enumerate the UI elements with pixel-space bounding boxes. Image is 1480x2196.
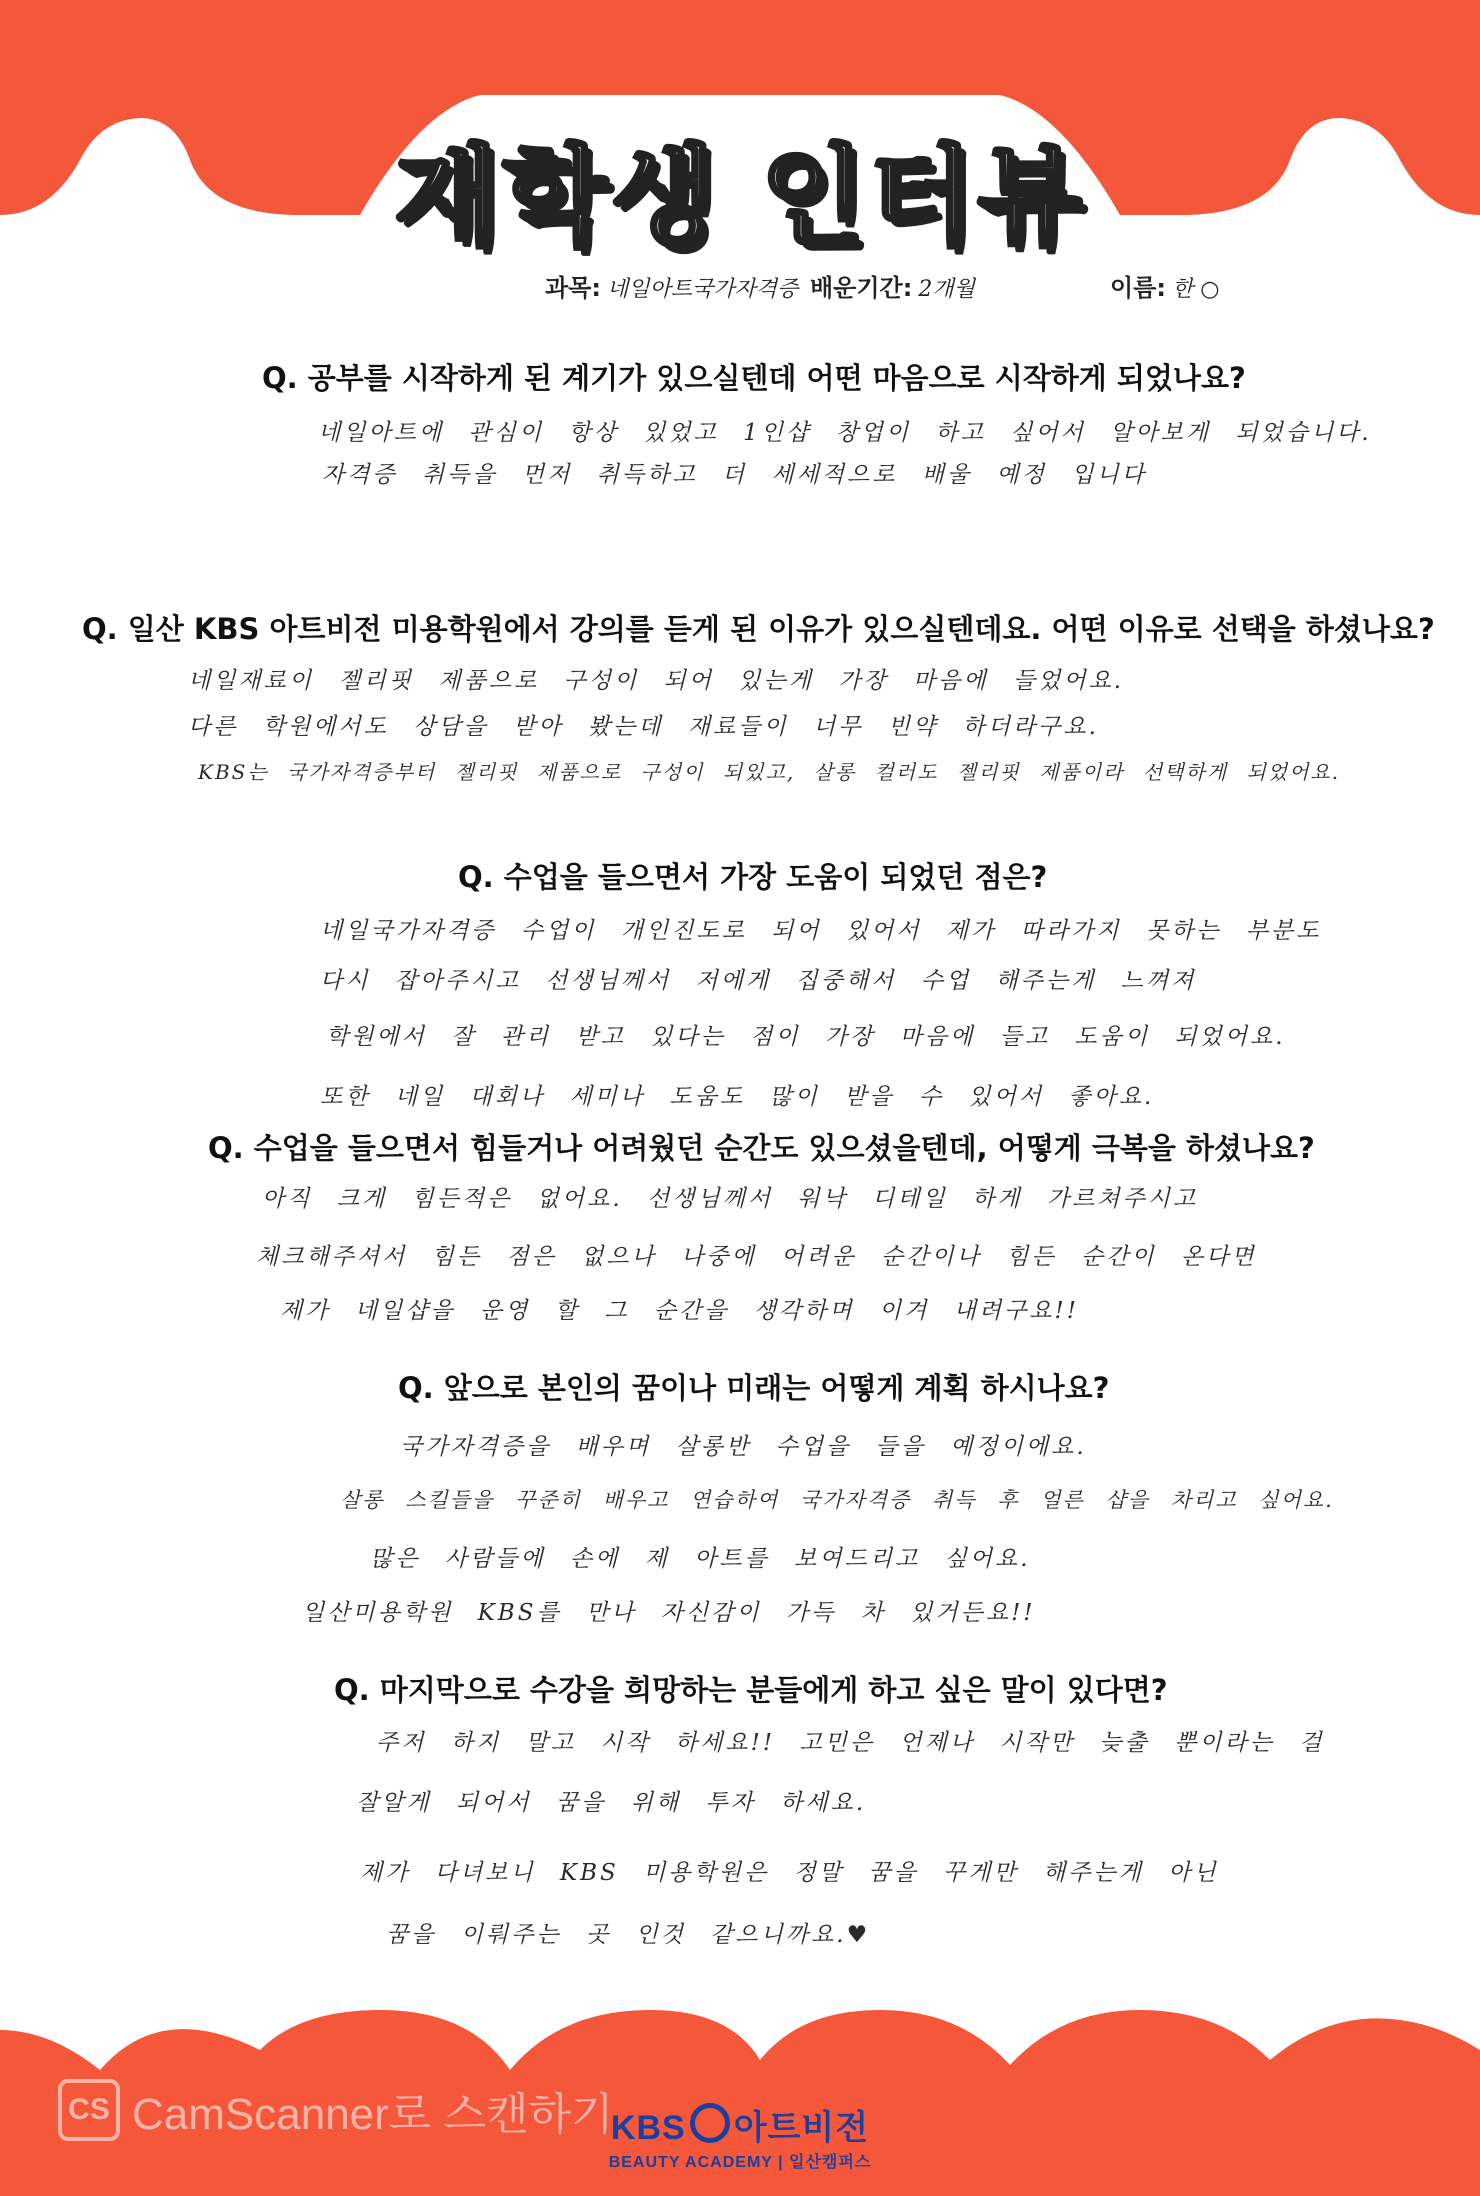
answer-3-line-2: 다시 잡아주시고 선생님께서 저에게 집중해서 수업 해주는게 느껴져 [320, 968, 1197, 994]
period-label: 배운기간: [810, 274, 913, 302]
question-4: Q. 수업을 들으면서 힘들거나 어려웠던 순간도 있으셨을텐데, 어떻게 극복을 하셨나요? [208, 1131, 1315, 1165]
answer-2-line-1: 네일재료이 젤리핏 제품으로 구성이 되어 있는게 가장 마음에 들었어요. [188, 668, 1125, 694]
answer-4-line-3: 제가 네일샵을 운영 할 그 순간을 생각하며 이겨 내려구요!! [280, 1298, 1079, 1324]
question-6: Q. 마지막으로 수강을 희망하는 분들에게 하고 싶은 말이 있다면? [334, 1673, 1168, 1707]
answer-4-line-2: 체크해주셔서 힘든 점은 없으나 나중에 어려운 순간이나 힘든 순간이 온다면 [256, 1244, 1257, 1270]
logo-kbs: KBS [610, 2109, 686, 2147]
answer-5-line-2: 살롱 스킬들을 꾸준히 배우고 연습하여 국가자격증 취득 후 얼른 샵을 차리고 싶어요. [340, 1488, 1334, 1512]
page-title: 재학생 인터뷰 [394, 135, 1086, 260]
camscanner-text: CamScanner로 스캔하기 [132, 2090, 614, 2139]
question-2: Q. 일산 KBS 아트비전 미용학원에서 강의를 듣게 된 이유가 있으실텐데요. 어떤 이유로 선택을 하셨나요? [82, 612, 1435, 646]
name-field [1110, 268, 1219, 303]
answer-5-line-4: 일산미용학원 KBS를 만나 자신감이 가득 차 있거든요!! [302, 1600, 1036, 1626]
answer-1-line-2: 자격증 취득을 먼저 취득하고 더 세세적으로 배울 예정 입니다 [322, 462, 1147, 488]
answer-4-line-1: 아직 크게 힘든적은 없어요. 선생님께서 워낙 디테일 하게 가르쳐주시고 [262, 1186, 1199, 1212]
answer-3-line-3: 학원에서 잘 관리 받고 있다는 점이 가장 마음에 들고 도움이 되었어요. [326, 1024, 1286, 1050]
answer-6-line-2: 잘알게 되어서 꿈을 위해 투자 하세요. [356, 1790, 867, 1816]
answer-3-line-4: 또한 네일 대회나 세미나 도움도 많이 받을 수 있어서 좋아요. [320, 1084, 1155, 1110]
academy-logo [0, 2100, 1480, 2172]
answer-3-line-1: 네일국가자격증 수업이 개인진도로 되어 있어서 제가 따라가지 못하는 부분도 [320, 918, 1322, 944]
subject-field [545, 268, 798, 303]
period-field [810, 268, 975, 303]
subject-value: 네일아트국가자격증 [606, 277, 799, 302]
question-1: Q. 공부를 시작하게 된 계기가 있으실텐데 어떤 마음으로 시작하게 되었나요? [262, 361, 1246, 395]
period-value: 2개월 [918, 277, 975, 302]
answer-6-line-3: 제가 다녀보니 KBS 미용학원은 정말 꿈을 꾸게만 해주는게 아닌 [360, 1860, 1219, 1886]
question-3: Q. 수업을 들으면서 가장 도움이 되었던 점은? [458, 860, 1048, 894]
answer-6-line-4: 꿈을 이뤄주는 곳 인것 같으니까요.♥ [386, 1922, 871, 1948]
name-value: 한 ○ [1171, 277, 1220, 302]
answer-5-line-3: 많은 사람들에 손에 제 아트를 보여드리고 싶어요. [370, 1546, 1031, 1572]
name-label: 이름: [1110, 274, 1166, 302]
question-5: Q. 앞으로 본인의 꿈이나 미래는 어떻게 계획 하시나요? [398, 1371, 1110, 1405]
logo-artvision: 아트비전 [733, 2109, 870, 2147]
answer-2-line-2: 다른 학원에서도 상담을 받아 봤는데 재료들이 너무 빈약 하더라구요. [188, 714, 1099, 740]
subject-label: 과목: [545, 274, 601, 302]
answer-2-line-3: KBS는 국가자격증부터 젤리핏 제품으로 구성이 되있고, 살롱 컬러도 젤리핏 제품이라 선택하게 되었어요. [198, 760, 1341, 784]
camscanner-icon: CS [58, 2079, 120, 2141]
answer-1-line-1: 네일아트에 관심이 항상 있었고 1인샵 창업이 하고 싶어서 알아보게 되었습니다. [318, 420, 1372, 446]
logo-subtitle: BEAUTY ACADEMY | 일산캠퍼스 [608, 2154, 872, 2171]
answer-5-line-1: 국가자격증을 배우며 살롱반 수업을 들을 예정이에요. [400, 1434, 1087, 1460]
logo-swirl-icon [690, 2103, 730, 2143]
answer-6-line-1: 주저 하지 말고 시작 하세요!! 고민은 언제나 시작만 늦출 뿐이라는 걸 [376, 1730, 1325, 1756]
